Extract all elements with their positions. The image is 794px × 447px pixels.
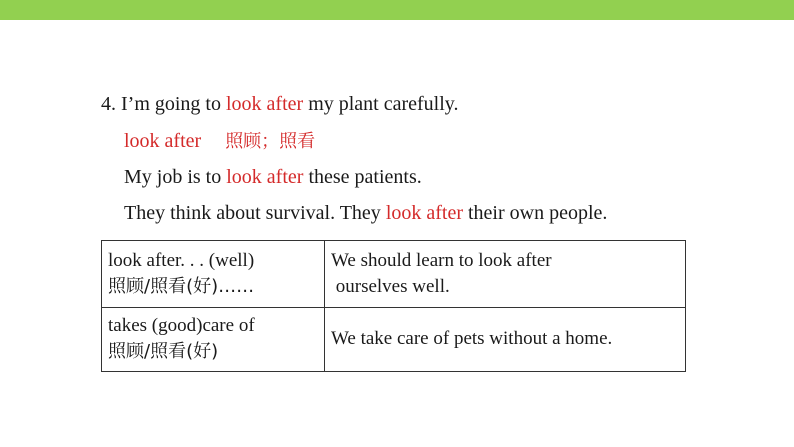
phrase-usage-table xyxy=(101,240,686,372)
example-cell xyxy=(325,241,686,308)
highlighted-phrase: look after xyxy=(226,93,304,115)
sentence-text: their own people. xyxy=(463,202,608,224)
phrase-meaning: 照顾；照看 xyxy=(225,131,316,152)
sentence-text: these patients. xyxy=(303,166,422,188)
sentence-text: They think about survival. They xyxy=(124,202,386,224)
example-sentence-2 xyxy=(124,165,422,189)
example-cell xyxy=(325,307,686,372)
phrase-meaning: 照顾/照看(好) xyxy=(108,341,219,363)
phrase-meaning: 照顾/照看(好)…… xyxy=(108,275,255,297)
top-accent-bar xyxy=(0,0,794,20)
example-text: ourselves well. xyxy=(331,275,450,297)
phrase-definition xyxy=(124,129,315,154)
sentence-text: My job is to xyxy=(124,166,227,188)
table-row xyxy=(102,307,686,372)
example-text: We take care of pets without a home. xyxy=(331,328,613,350)
sentence-text: my plant carefully. xyxy=(303,93,459,115)
highlighted-phrase: look after xyxy=(124,130,202,152)
highlighted-phrase: look after xyxy=(385,202,463,224)
phrase-cell xyxy=(102,307,325,372)
example-text: We should learn to look after xyxy=(331,249,552,271)
phrase-text: look after. . . (well) xyxy=(108,249,255,271)
highlighted-phrase: look after xyxy=(226,166,304,188)
example-sentence-3 xyxy=(124,201,607,225)
phrase-cell xyxy=(102,241,325,308)
table-row xyxy=(102,241,686,308)
phrase-text: takes (good)care of xyxy=(108,315,255,337)
example-sentence-1 xyxy=(101,92,459,116)
sentence-text: 4. I’m going to xyxy=(101,93,226,115)
